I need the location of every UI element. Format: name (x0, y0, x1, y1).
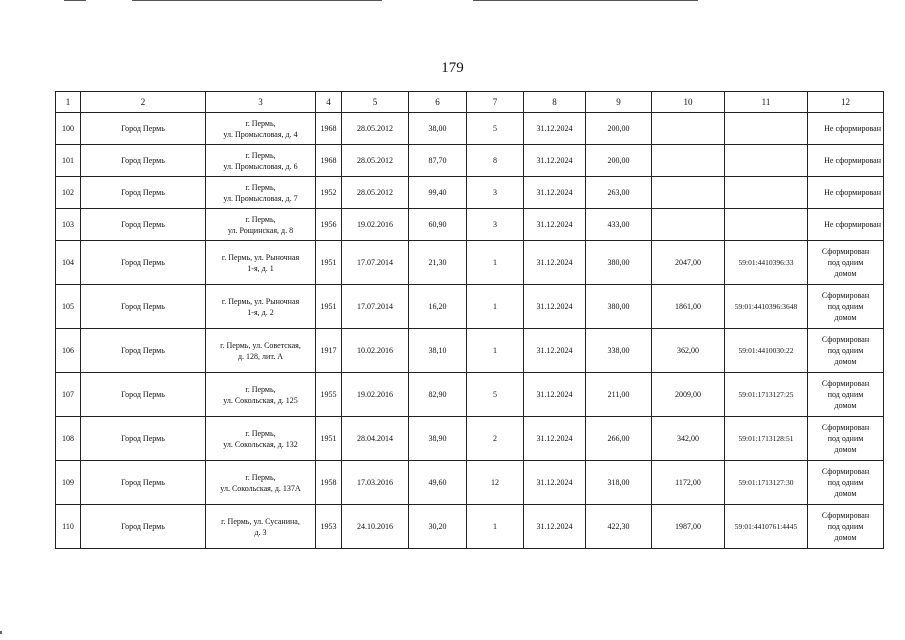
deadline-cell: 31.12.2024 (524, 177, 586, 209)
table-row (56, 329, 884, 373)
row-number-cell: 104 (56, 241, 81, 285)
municipality-cell: Город Пермь (81, 145, 206, 177)
land-status-cell: Не сформирован (808, 145, 884, 177)
row-number-cell: 109 (56, 461, 81, 505)
build-year-cell: 1953 (316, 505, 342, 549)
land-status-cell: Не сформирован (808, 177, 884, 209)
cost-cell: 380,00 (586, 241, 652, 285)
land-status-cell: Сформирован под одним домом (808, 461, 884, 505)
decision-date-cell: 28.05.2012 (342, 113, 409, 145)
cadastral-number-cell: 59:01:4410396:3648 (725, 285, 808, 329)
build-year-cell: 1968 (316, 145, 342, 177)
deadline-cell: 31.12.2024 (524, 417, 586, 461)
decision-date-cell: 19.02.2016 (342, 209, 409, 241)
deadline-cell: 31.12.2024 (524, 373, 586, 417)
area-cell: 38,90 (409, 417, 467, 461)
decision-date-cell: 17.03.2016 (342, 461, 409, 505)
residents-count-cell: 3 (467, 209, 524, 241)
column-header-6: 6 (409, 92, 467, 113)
row-number-cell: 107 (56, 373, 81, 417)
deadline-cell: 31.12.2024 (524, 145, 586, 177)
residents-count-cell: 2 (467, 417, 524, 461)
cost-cell: 200,00 (586, 145, 652, 177)
cadastral-number-cell: 59:01:1713127:25 (725, 373, 808, 417)
land-status-cell: Сформирован под одним домом (808, 505, 884, 549)
row-number-cell: 106 (56, 329, 81, 373)
cadastral-number-cell (725, 177, 808, 209)
column-header-5: 5 (342, 92, 409, 113)
address-cell: г. Пермь, ул. Рыночная 1-я, д. 1 (206, 241, 316, 285)
deadline-cell: 31.12.2024 (524, 461, 586, 505)
table-row (56, 285, 884, 329)
decision-date-cell: 17.07.2014 (342, 285, 409, 329)
decision-date-cell: 24.10.2016 (342, 505, 409, 549)
row-number-cell: 103 (56, 209, 81, 241)
decision-date-cell: 28.04.2014 (342, 417, 409, 461)
cadastral-number-cell (725, 209, 808, 241)
land-area-cell (652, 177, 725, 209)
table-row (56, 113, 884, 145)
land-status-cell: Не сформирован (808, 113, 884, 145)
residents-count-cell: 5 (467, 373, 524, 417)
table-row (56, 417, 884, 461)
row-number-cell: 105 (56, 285, 81, 329)
cadastral-number-cell: 59:01:4410030:22 (725, 329, 808, 373)
municipality-cell: Город Пермь (81, 209, 206, 241)
page-number: 179 (441, 60, 464, 76)
cost-cell: 380,00 (586, 285, 652, 329)
residents-count-cell: 12 (467, 461, 524, 505)
row-number-cell: 102 (56, 177, 81, 209)
row-number-cell: 108 (56, 417, 81, 461)
municipality-cell: Город Пермь (81, 241, 206, 285)
build-year-cell: 1956 (316, 209, 342, 241)
address-cell: г. Пермь, ул. Сокольская, д. 132 (206, 417, 316, 461)
cost-cell: 211,00 (586, 373, 652, 417)
table-row (56, 505, 884, 549)
header-row (56, 92, 884, 113)
cost-cell: 263,00 (586, 177, 652, 209)
municipality-cell: Город Пермь (81, 329, 206, 373)
land-area-cell: 1987,00 (652, 505, 725, 549)
municipality-cell: Город Пермь (81, 417, 206, 461)
housing-registry-table (55, 91, 884, 549)
land-status-cell: Сформирован под одним домом (808, 417, 884, 461)
column-header-4: 4 (316, 92, 342, 113)
build-year-cell: 1951 (316, 285, 342, 329)
residents-count-cell: 3 (467, 177, 524, 209)
column-header-1: 1 (56, 92, 81, 113)
cost-cell: 433,00 (586, 209, 652, 241)
column-header-2: 2 (81, 92, 206, 113)
build-year-cell: 1958 (316, 461, 342, 505)
build-year-cell: 1968 (316, 113, 342, 145)
area-cell: 60,90 (409, 209, 467, 241)
land-area-cell: 2047,00 (652, 241, 725, 285)
build-year-cell: 1955 (316, 373, 342, 417)
column-header-8: 8 (524, 92, 586, 113)
municipality-cell: Город Пермь (81, 177, 206, 209)
area-cell: 99,40 (409, 177, 467, 209)
deadline-cell: 31.12.2024 (524, 505, 586, 549)
decision-date-cell: 19.02.2016 (342, 373, 409, 417)
land-area-cell (652, 145, 725, 177)
cost-cell: 338,00 (586, 329, 652, 373)
cadastral-number-cell (725, 113, 808, 145)
land-area-cell: 1172,00 (652, 461, 725, 505)
deadline-cell: 31.12.2024 (524, 209, 586, 241)
land-area-cell: 1861,00 (652, 285, 725, 329)
address-cell: г. Пермь, ул. Сокольская, д. 137А (206, 461, 316, 505)
land-area-cell: 342,00 (652, 417, 725, 461)
build-year-cell: 1951 (316, 417, 342, 461)
deadline-cell: 31.12.2024 (524, 285, 586, 329)
scan-mark (0, 631, 2, 634)
area-cell: 49,60 (409, 461, 467, 505)
land-area-cell: 2009,00 (652, 373, 725, 417)
cadastral-number-cell: 59:01:4410761:4445 (725, 505, 808, 549)
table-row (56, 145, 884, 177)
address-cell: г. Пермь, ул. Сусанина, д. 3 (206, 505, 316, 549)
residents-count-cell: 1 (467, 505, 524, 549)
land-status-cell: Сформирован под одним домом (808, 241, 884, 285)
cadastral-number-cell: 59:01:1713127:30 (725, 461, 808, 505)
deadline-cell: 31.12.2024 (524, 329, 586, 373)
land-area-cell: 362,00 (652, 329, 725, 373)
land-area-cell (652, 209, 725, 241)
top-rule-left (64, 0, 86, 1)
table-row (56, 373, 884, 417)
deadline-cell: 31.12.2024 (524, 241, 586, 285)
area-cell: 87,70 (409, 145, 467, 177)
land-status-cell: Сформирован под одним домом (808, 285, 884, 329)
cadastral-number-cell: 59:01:1713128:51 (725, 417, 808, 461)
land-status-cell: Сформирован под одним домом (808, 329, 884, 373)
column-header-11: 11 (725, 92, 808, 113)
municipality-cell: Город Пермь (81, 461, 206, 505)
residents-count-cell: 8 (467, 145, 524, 177)
cost-cell: 200,00 (586, 113, 652, 145)
area-cell: 82,90 (409, 373, 467, 417)
residents-count-cell: 1 (467, 329, 524, 373)
address-cell: г. Пермь, ул. Рощинская, д. 8 (206, 209, 316, 241)
column-header-9: 9 (586, 92, 652, 113)
build-year-cell: 1917 (316, 329, 342, 373)
address-cell: г. Пермь, ул. Советская, д. 128, лит. А (206, 329, 316, 373)
deadline-cell: 31.12.2024 (524, 113, 586, 145)
address-cell: г. Пермь, ул. Промысловая, д. 6 (206, 145, 316, 177)
build-year-cell: 1952 (316, 177, 342, 209)
address-cell: г. Пермь, ул. Рыночная 1-я, д. 2 (206, 285, 316, 329)
table-row (56, 241, 884, 285)
column-header-12: 12 (808, 92, 884, 113)
row-number-cell: 100 (56, 113, 81, 145)
top-rule-center (132, 0, 382, 1)
decision-date-cell: 28.05.2012 (342, 177, 409, 209)
table-row (56, 209, 884, 241)
column-header-3: 3 (206, 92, 316, 113)
residents-count-cell: 5 (467, 113, 524, 145)
municipality-cell: Город Пермь (81, 113, 206, 145)
column-header-10: 10 (652, 92, 725, 113)
area-cell: 38,00 (409, 113, 467, 145)
residents-count-cell: 1 (467, 285, 524, 329)
address-cell: г. Пермь, ул. Промысловая, д. 7 (206, 177, 316, 209)
land-area-cell (652, 113, 725, 145)
area-cell: 16,20 (409, 285, 467, 329)
column-header-7: 7 (467, 92, 524, 113)
area-cell: 30,20 (409, 505, 467, 549)
municipality-cell: Город Пермь (81, 373, 206, 417)
build-year-cell: 1951 (316, 241, 342, 285)
area-cell: 21,30 (409, 241, 467, 285)
decision-date-cell: 10.02.2016 (342, 329, 409, 373)
table-body (56, 113, 884, 549)
municipality-cell: Город Пермь (81, 505, 206, 549)
land-status-cell: Сформирован под одним домом (808, 373, 884, 417)
decision-date-cell: 28.05.2012 (342, 145, 409, 177)
table-row (56, 177, 884, 209)
decision-date-cell: 17.07.2014 (342, 241, 409, 285)
cost-cell: 266,00 (586, 417, 652, 461)
land-status-cell: Не сформирован (808, 209, 884, 241)
top-rule-right (473, 0, 698, 1)
area-cell: 38,10 (409, 329, 467, 373)
row-number-cell: 110 (56, 505, 81, 549)
address-cell: г. Пермь, ул. Сокольская, д. 125 (206, 373, 316, 417)
row-number-cell: 101 (56, 145, 81, 177)
table-row (56, 461, 884, 505)
cost-cell: 422,30 (586, 505, 652, 549)
residents-count-cell: 1 (467, 241, 524, 285)
cadastral-number-cell (725, 145, 808, 177)
cost-cell: 318,00 (586, 461, 652, 505)
cadastral-number-cell: 59:01:4410396:33 (725, 241, 808, 285)
municipality-cell: Город Пермь (81, 285, 206, 329)
address-cell: г. Пермь, ул. Промысловая, д. 4 (206, 113, 316, 145)
